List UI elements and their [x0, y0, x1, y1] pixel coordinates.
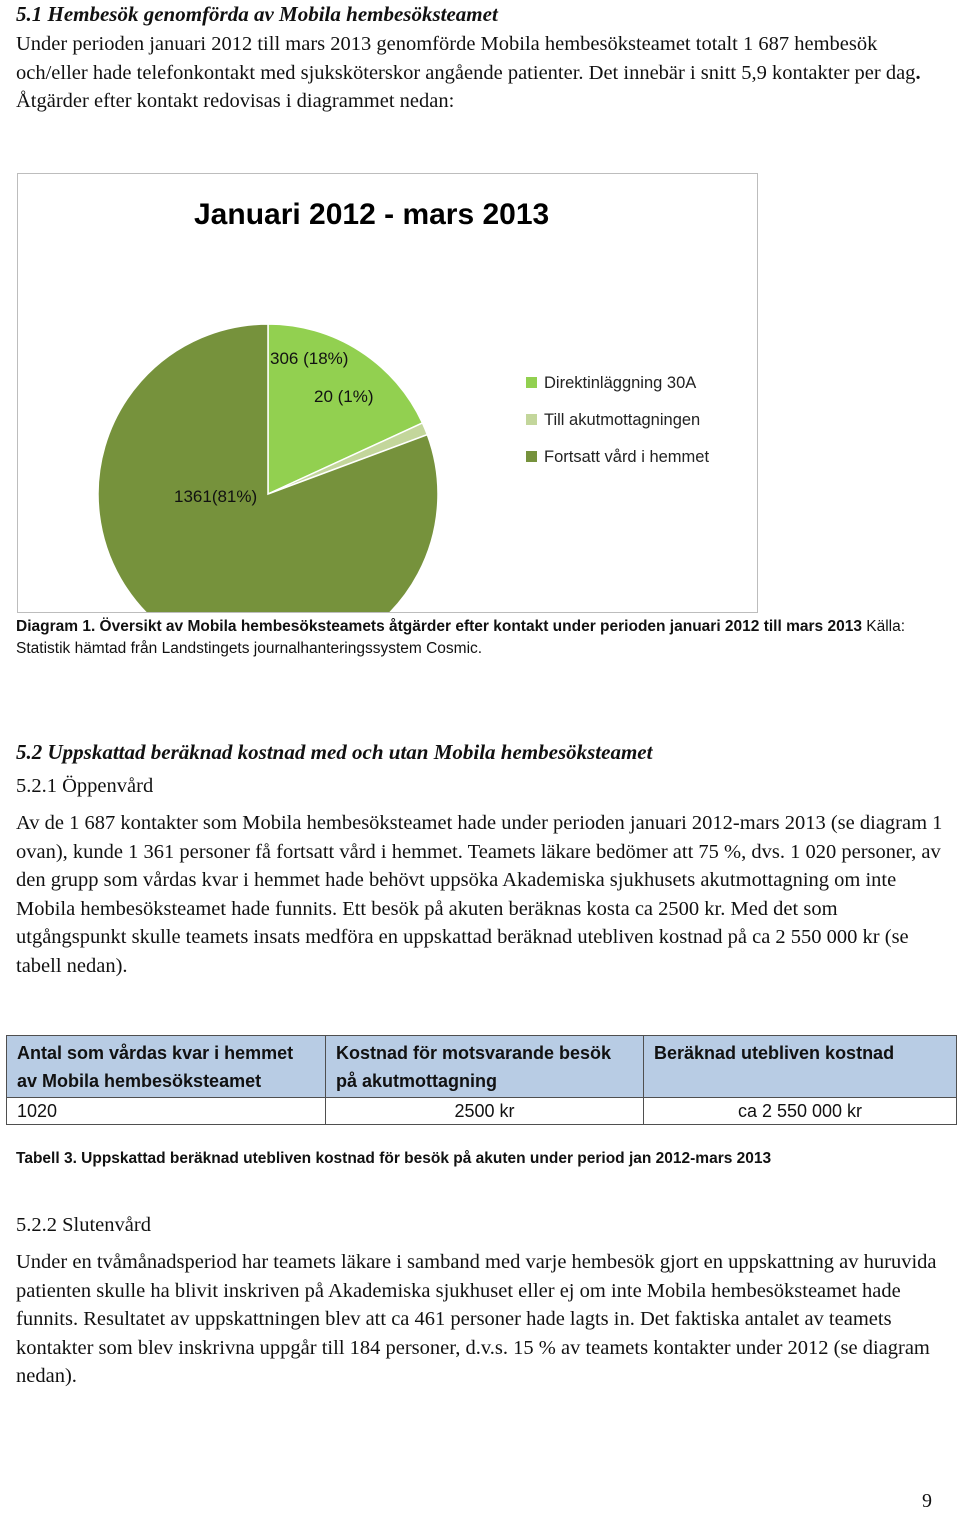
subheading-oppenvard: 5.2.1 Öppenvård [16, 775, 154, 797]
legend-swatch [526, 414, 537, 425]
table-cell: ca 2 550 000 kr [644, 1098, 957, 1125]
table-header-cell: Kostnad för motsvarande besök på akutmottagning [326, 1036, 644, 1098]
legend-label: Direktinläggning 30A [544, 374, 697, 392]
legend-swatch [526, 377, 537, 388]
intro-text-dot: . [915, 61, 921, 84]
table-header-row [7, 1036, 957, 1098]
pie-slice [98, 324, 438, 612]
table-cell: 1020 [7, 1098, 326, 1125]
legend-label: Fortsatt vård i hemmet [544, 448, 710, 466]
table-header-cell: Antal som vårdas kvar i hemmet av Mobila hembesöksteamet [7, 1036, 326, 1098]
diagram-caption-source: Källa: Statistik hämtad från Landstingets journalhanteringssystem Cosmic. [16, 618, 906, 657]
oppenvard-paragraph: Av de 1 687 kontakter som Mobila hembesöksteamet hade under perioden januari 2012-mars 2013 (se diagram 1 ovan), kunde 1 361 personer få fortsatt vård i hemmet. Teamets läkare bedömer att 75 %, dvs. 1 020 personer, av den grupp som vårdas kvar i hemmet hade behövt uppsöka Akademiska sjukhusets akutmottagning om inte Mobila hembesöksteamet hade funnits. Ett besök på akuten beräknas kosta ca 2500 kr. Med det som utgångspunkt skulle teamets insats medföra en uppskattad beräknad utebliven kostnad på ca 2 550 000 kr (se tabell nedan). [16, 812, 943, 977]
chart-title: Januari 2012 - mars 2013 [194, 198, 550, 231]
table-row [7, 1098, 957, 1125]
pie-chart-container [17, 173, 758, 613]
section-heading-5-2: 5.2 Uppskattad beräknad kostnad med och utan Mobila hembesöksteamet [16, 740, 653, 764]
table-caption: Tabell 3. Uppskattad beräknad utebliven kostnad för besök på akuten under period jan 2012-mars 2013 [16, 1150, 772, 1167]
legend-swatch [526, 451, 537, 462]
pie-chart [18, 174, 757, 612]
intro-text-tail: Åtgärder efter kontakt redovisas i diagrammet nedan: [16, 90, 455, 112]
slice-label: 1361(81%) [174, 487, 258, 506]
slice-label: 306 (18%) [270, 349, 349, 368]
intro-paragraph [16, 30, 951, 116]
table-cell: 2500 kr [326, 1098, 644, 1125]
slutenvard-paragraph: Under en tvåmånadsperiod har teamets läkare i samband med varje hembesök gjort en uppskattning av huruvida patienten skulle ha blivit inskriven på Akademiska sjukhuset eller ej om inte Mobila hembesöksteamet hade funnits. Resultatet av uppskattningen blev att ca 461 personer hade lagts in. Det faktiska antalet av teamets kontakter som blev inskrivna uppgår till 184 personer, d.v.s. 15 % av teamets kontakter under 2012 (se diagram nedan). [16, 1251, 937, 1387]
cost-table [6, 1035, 957, 1125]
diagram-caption-bold: Diagram 1. Översikt av Mobila hembesöksteamets åtgärder efter kontakt under perioden januari 2012 till mars 2013 [16, 618, 862, 635]
subheading-slutenvard: 5.2.2 Slutenvård [16, 1214, 151, 1236]
legend-label: Till akutmottagningen [544, 411, 701, 429]
table-header-cell: Beräknad utebliven kostnad [644, 1036, 957, 1098]
section-heading-5-1: 5.1 Hembesök genomförda av Mobila hembesöksteamet [16, 2, 498, 26]
slice-label: 20 (1%) [314, 387, 374, 406]
intro-text-lead: Under perioden januari 2012 till mars 2013 genomförde Mobila hembesöksteamet totalt 1 687 hembesök och/eller hade telefonkontakt med sjuksköterskor angående patienter. Det innebär i snitt 5,9 kontakter per dag [16, 33, 916, 84]
page-number: 9 [922, 1490, 932, 1512]
diagram-caption [16, 616, 951, 660]
